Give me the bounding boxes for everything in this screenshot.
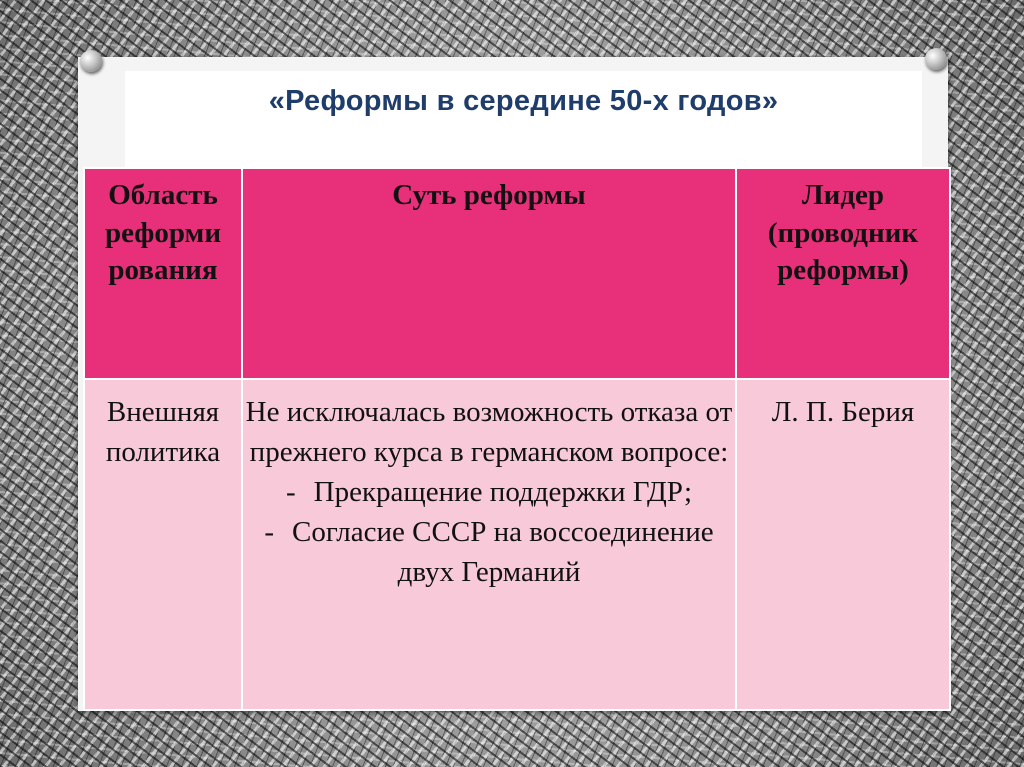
slide-title: «Реформы в середине 50-х годов»	[268, 85, 779, 117]
list-item: - Согласие СССР на воссоединение двух Германий	[264, 516, 714, 589]
essence-list	[244, 472, 734, 592]
title-band	[125, 71, 922, 168]
cell-essence	[242, 379, 736, 710]
list-item: - Прекращение поддержки ГДР;	[285, 476, 693, 509]
cell-area: Внешняя политика	[84, 379, 242, 710]
header-area: Область реформи рования	[84, 168, 242, 379]
pushpin-icon	[925, 48, 947, 70]
reforms-table	[83, 167, 951, 711]
header-leader: Лидер (проводник реформы)	[736, 168, 950, 379]
cell-leader: Л. П. Берия	[736, 379, 950, 710]
header-essence: Суть реформы	[242, 168, 736, 379]
table-row	[84, 379, 950, 710]
table-header-row	[84, 168, 950, 379]
pushpin-icon	[80, 50, 102, 72]
essence-intro: Не исключалась возможность отказа от прежнего курса в германском вопросе:	[245, 396, 733, 469]
